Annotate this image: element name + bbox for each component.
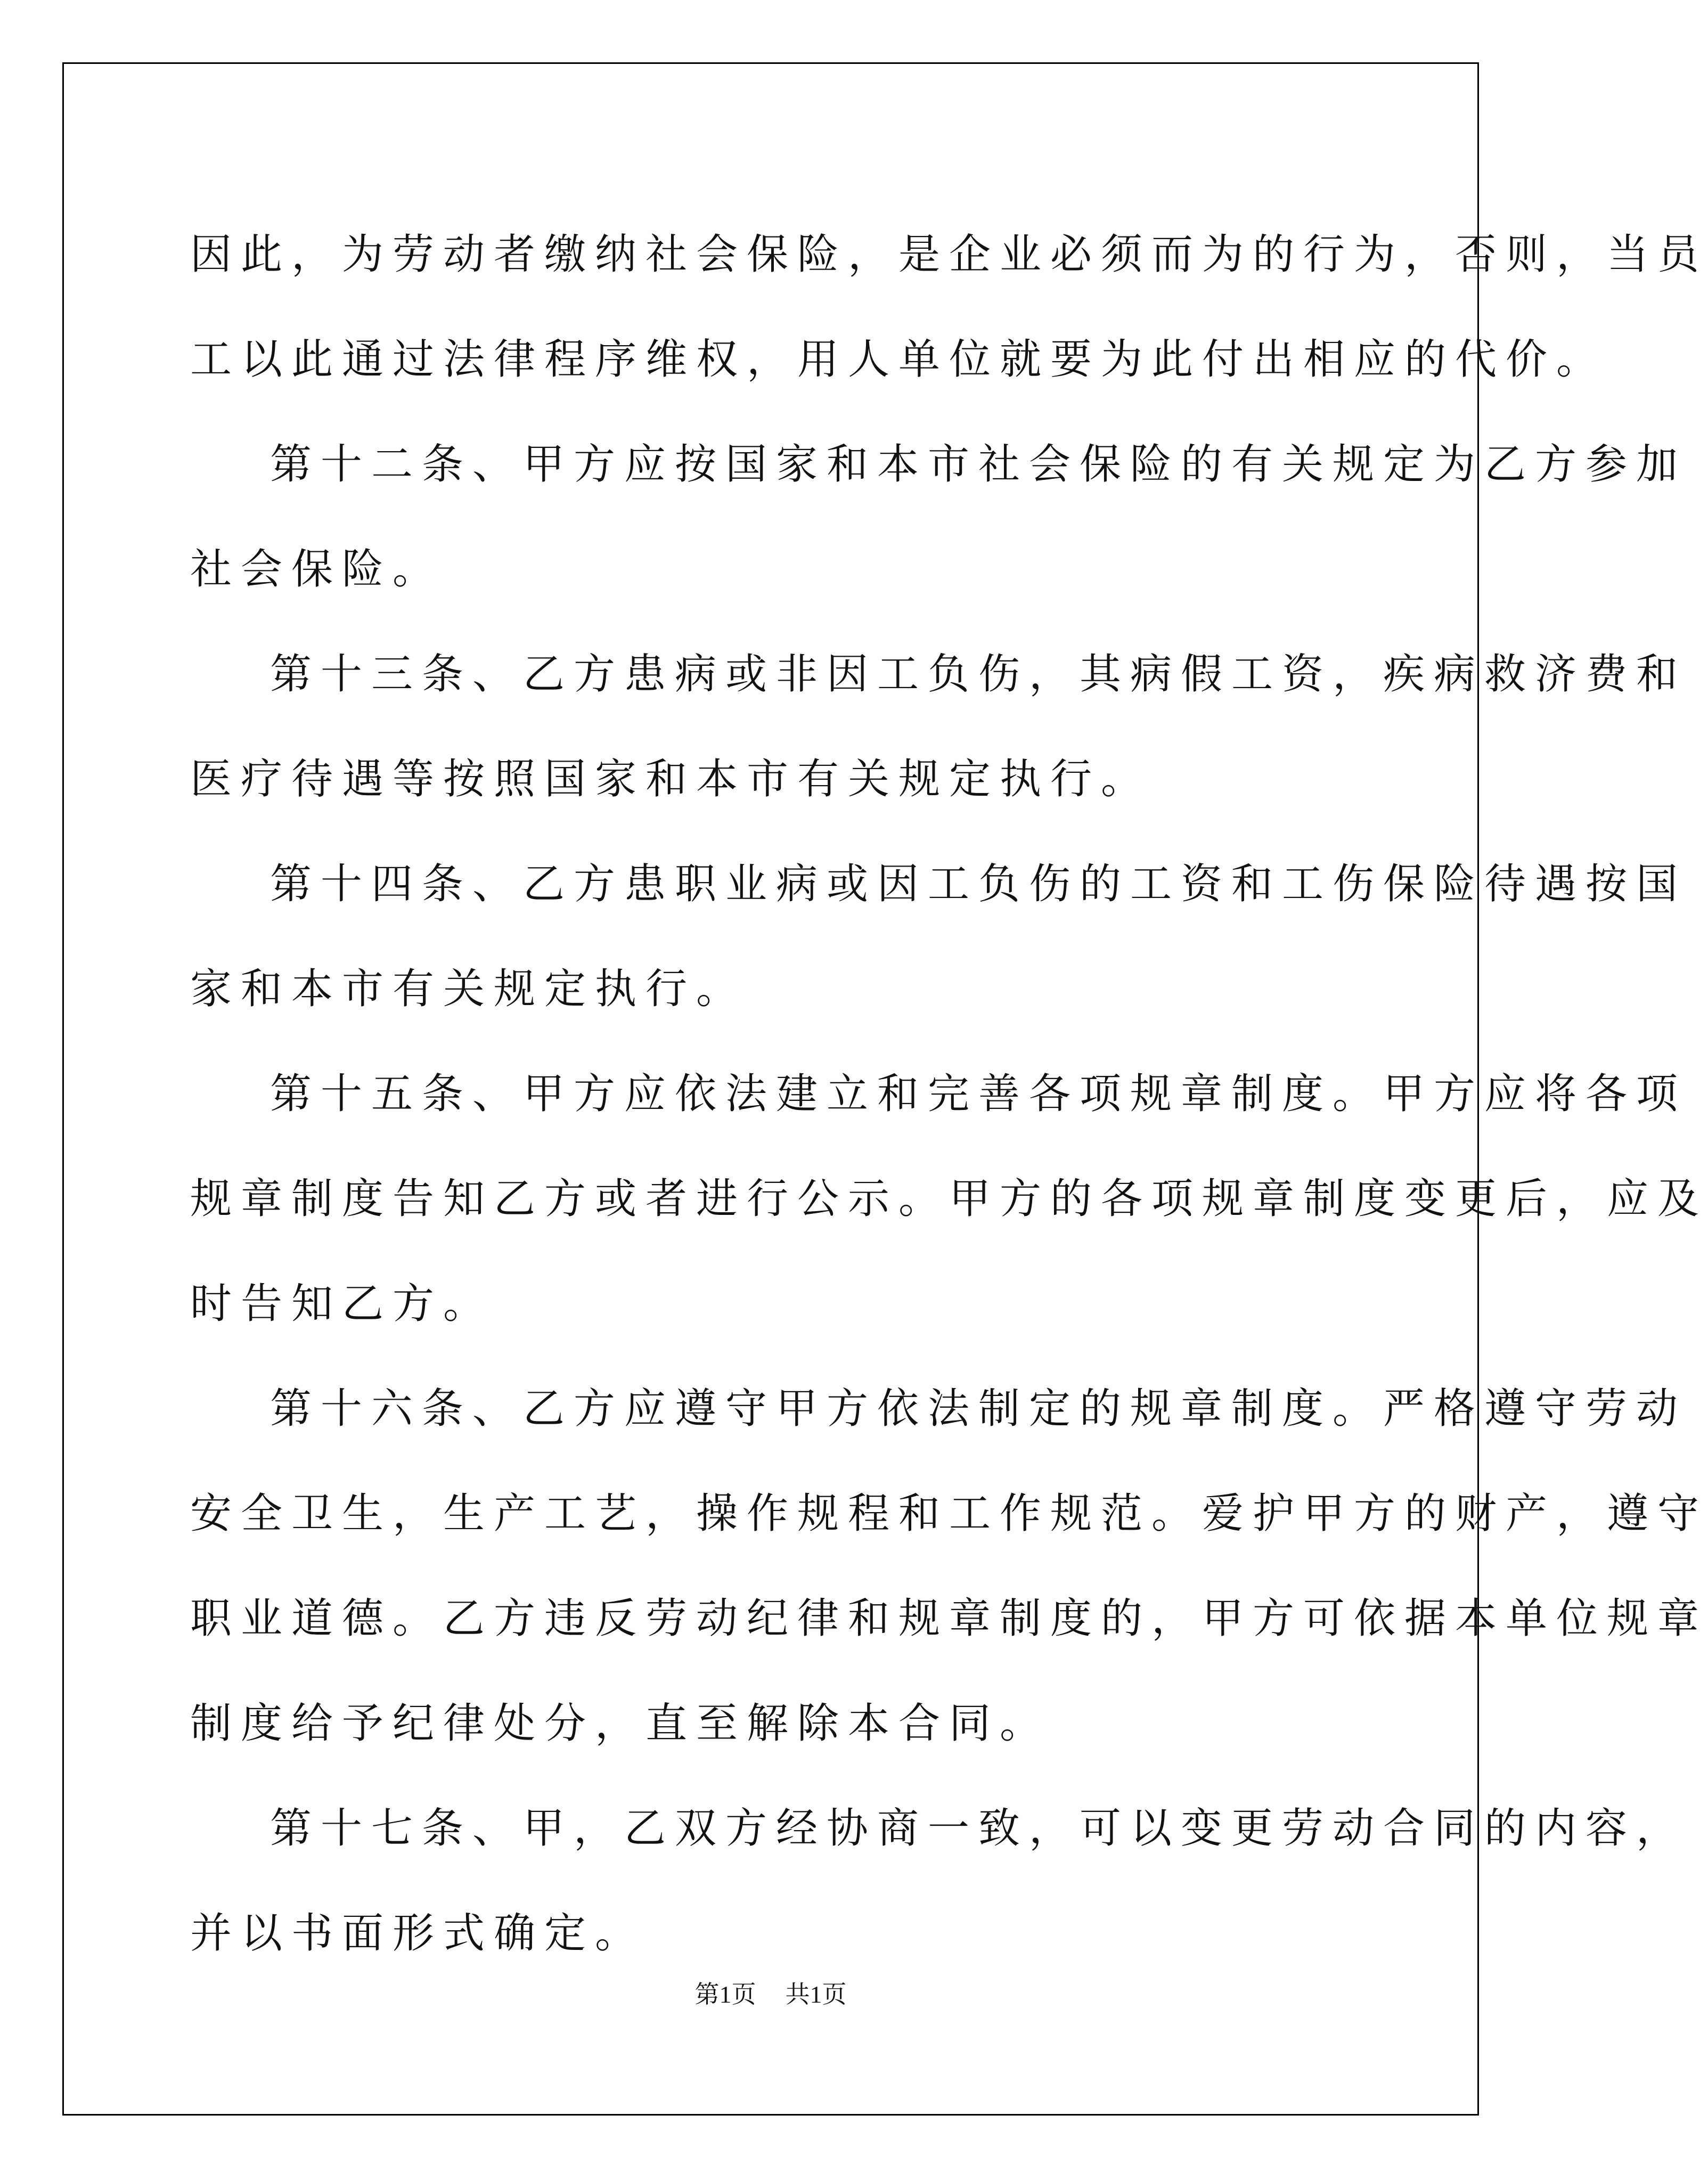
paragraph-article-12 [190, 412, 1687, 622]
text-line: 制度给予纪律处分，直至解除本合同。 [190, 1700, 1051, 1748]
text-line: 并以书面形式确定。 [190, 1909, 646, 1957]
paragraph-intro [190, 202, 1708, 412]
text-line: 因此，为劳动者缴纳社会保险，是企业必须而为的行为，否则，当员 [190, 231, 1708, 279]
text-line: 职业道德。乙方违反劳动纪律和规章制度的，甲方可依据本单位规章 [190, 1595, 1708, 1643]
paragraph-article-15 [190, 1042, 1708, 1357]
text-line: 工以此通过法律程序维权，用人单位就要为此付出相应的代价。 [190, 336, 1607, 383]
text-line: 第十四条、乙方患职业病或因工负伤的工资和工伤保险待遇按国 [270, 860, 1687, 908]
paragraph-article-17 [190, 1776, 1687, 1986]
text-line: 规章制度告知乙方或者进行公示。甲方的各项规章制度变更后，应及 [190, 1175, 1708, 1223]
paragraph-article-13 [190, 622, 1687, 832]
document-body [190, 202, 1708, 1986]
text-line: 医疗待遇等按照国家和本市有关规定执行。 [190, 755, 1152, 803]
paragraph-article-14 [190, 832, 1687, 1042]
text-line: 第十六条、乙方应遵守甲方依法制定的规章制度。严格遵守劳动 [270, 1385, 1687, 1433]
page-number-total: 共1页 [785, 1981, 847, 2008]
page-number-current: 第1页 [694, 1981, 756, 2008]
text-line: 第十五条、甲方应依法建立和完善各项规章制度。甲方应将各项 [270, 1070, 1687, 1118]
text-line: 时告知乙方。 [190, 1280, 494, 1328]
page-footer [0, 1979, 1541, 2011]
paragraph-article-16 [190, 1357, 1708, 1776]
text-line: 家和本市有关规定执行。 [190, 965, 747, 1013]
text-line: 第十二条、甲方应按国家和本市社会保险的有关规定为乙方参加 [270, 440, 1687, 488]
text-line: 社会保险。 [190, 545, 444, 593]
text-line: 安全卫生，生产工艺，操作规程和工作规范。爱护甲方的财产，遵守 [190, 1490, 1708, 1538]
text-line: 第十七条、甲，乙双方经协商一致，可以变更劳动合同的内容， [270, 1805, 1687, 1852]
text-line: 第十三条、乙方患病或非因工负伤，其病假工资，疾病救济费和 [270, 650, 1687, 698]
